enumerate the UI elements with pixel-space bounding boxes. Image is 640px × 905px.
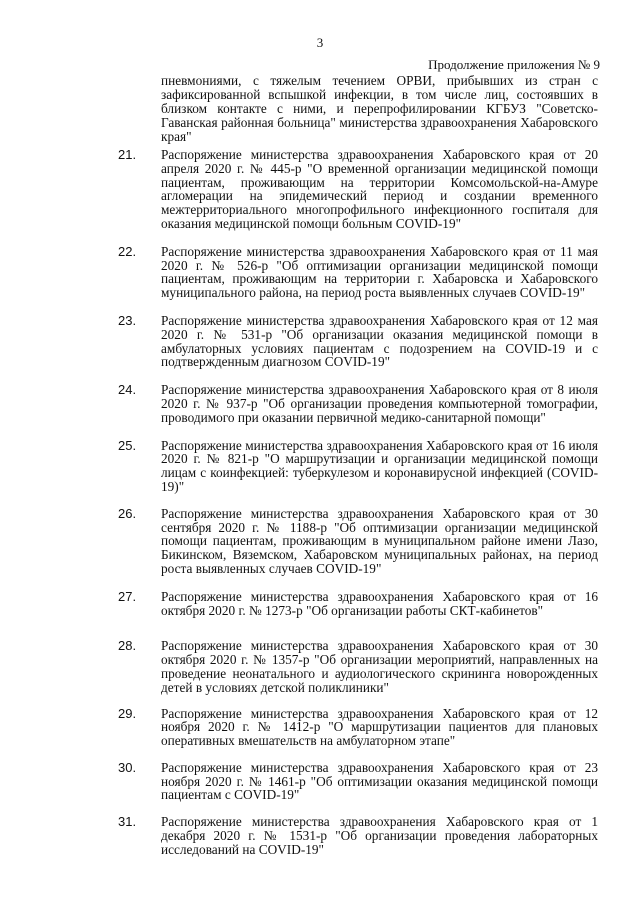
list-item-number: 26. <box>118 505 137 521</box>
list-item-number: 23. <box>118 312 137 328</box>
list-item-number: 30. <box>118 759 137 775</box>
page-number: 3 <box>316 35 324 50</box>
list-item-text: Распоряжение министерства здравоохранения Хабаровского края от 12 ноября 2020 г. № 1412-р "О маршрутизации пациентов для плановых оперативных вмешательств на амбулаторном этапе" <box>161 705 598 749</box>
document-list <box>0 148 640 857</box>
list-item-text: Распоряжение министерства здравоохранения Хабаровского края от 16 октября 2020 г. № 1273-р "Об организации работы СКТ-кабинетов" <box>161 588 598 618</box>
list-item <box>0 761 640 802</box>
list-item <box>0 507 640 576</box>
list-item-text: Распоряжение министерства здравоохранения Хабаровского края от 30 сентября 2020 г. № 1188-р "Об оптимизации организации медицинской помощи пациентам, проживающим в муниципальном районе имени Лазо, Бикинском, Вяземском, Хабаровском муниципальных районах, на период роста выявленных случаев COVID-19" <box>161 505 598 576</box>
list-item-text: Распоряжение министерства здравоохранения Хабаровского края от 1 декабря 2020 г. № 1531-р "Об организации проведения лабораторных исследований на COVID-19" <box>161 814 598 857</box>
list-item-text: Распоряжение министерства здравоохранения Хабаровского края от 20 апреля 2020 г. № 445-р "О временной организации медицинской помощи пациентам, проживающим на территории Комсомольской-на-Амуре агломерации на эпидемический период и создании временного межтерриториального многопрофильного инфекционного госпиталя для оказания медицинской помощи больным COVID-19" <box>161 147 598 231</box>
list-item <box>0 383 640 424</box>
list-item <box>0 707 640 748</box>
list-item-number: 28. <box>118 638 137 654</box>
list-item-number: 27. <box>118 588 137 604</box>
list-item <box>0 815 640 856</box>
list-item <box>0 245 640 300</box>
list-item-number: 22. <box>118 243 137 259</box>
list-item-number: 24. <box>118 382 137 398</box>
list-item-number: 21. <box>118 147 137 162</box>
appendix-note: Продолжение приложения № 9 <box>428 57 600 72</box>
list-item <box>0 439 640 494</box>
list-item-text: Распоряжение министерства здравоохранения Хабаровского края от 8 июля 2020 г. № 937-р "Об организации проведения компьютерной томографии, проводимого при оказании первичной медико-санитарной помощи" <box>161 382 598 425</box>
list-item-text: Распоряжение министерства здравоохранения Хабаровского края от 23 ноября 2020 г. № 1461-р "Об оптимизации оказания медицинской помощи пациентам с COVID-19" <box>161 759 598 803</box>
list-item-text: Распоряжение министерства здравоохранения Хабаровского края от 30 октября 2020 г. № 1357-р "Об организации мероприятий, направленных на проведение неонатального и аудиологического скрининга новорожденных детей в условиях детской поликлиники" <box>161 638 598 695</box>
list-item <box>0 148 640 231</box>
continuation-paragraph: пневмониями, с тяжелым течением ОРВИ, прибывших из стран с зафиксированной вспышкой инфекции, в том числе лиц, состоявших в близком контакте с ними, и перепрофилировании КГБУЗ "Советско-Гаванская районная больница" министерства здравоохранения Хабаровского края" <box>161 73 598 144</box>
list-item-text: Распоряжение министерства здравоохранения Хабаровского края от 12 мая 2020 г. № 531-р "Об организации оказания медицинской помощи в амбулаторных условиях пациентам с подозрением на COVID-19 и с подтвержденным диагнозом COVID-19" <box>161 312 598 370</box>
list-item <box>0 314 640 369</box>
list-item-text: Распоряжение министерства здравоохранения Хабаровского края от 11 мая 2020 г. № 526-р "Об оптимизации организации медицинской помощи пациентам, проживающим на территории г. Хабаровска и Хабаровского муниципального района, на период роста выявленных случаев COVID-19" <box>161 243 598 301</box>
list-item-number: 25. <box>118 437 137 453</box>
list-item <box>0 590 640 618</box>
list-item <box>0 639 640 694</box>
list-item-text: Распоряжение министерства здравоохранения Хабаровского края от 16 июля 2020 г. № 821-р "О маршрутизации и организации медицинской помощи лицам с коинфекцией: туберкулезом и коронавирусной инфекцией (COVID-19)" <box>161 437 598 494</box>
list-item-number: 31. <box>118 814 137 830</box>
list-item-number: 29. <box>118 705 137 721</box>
